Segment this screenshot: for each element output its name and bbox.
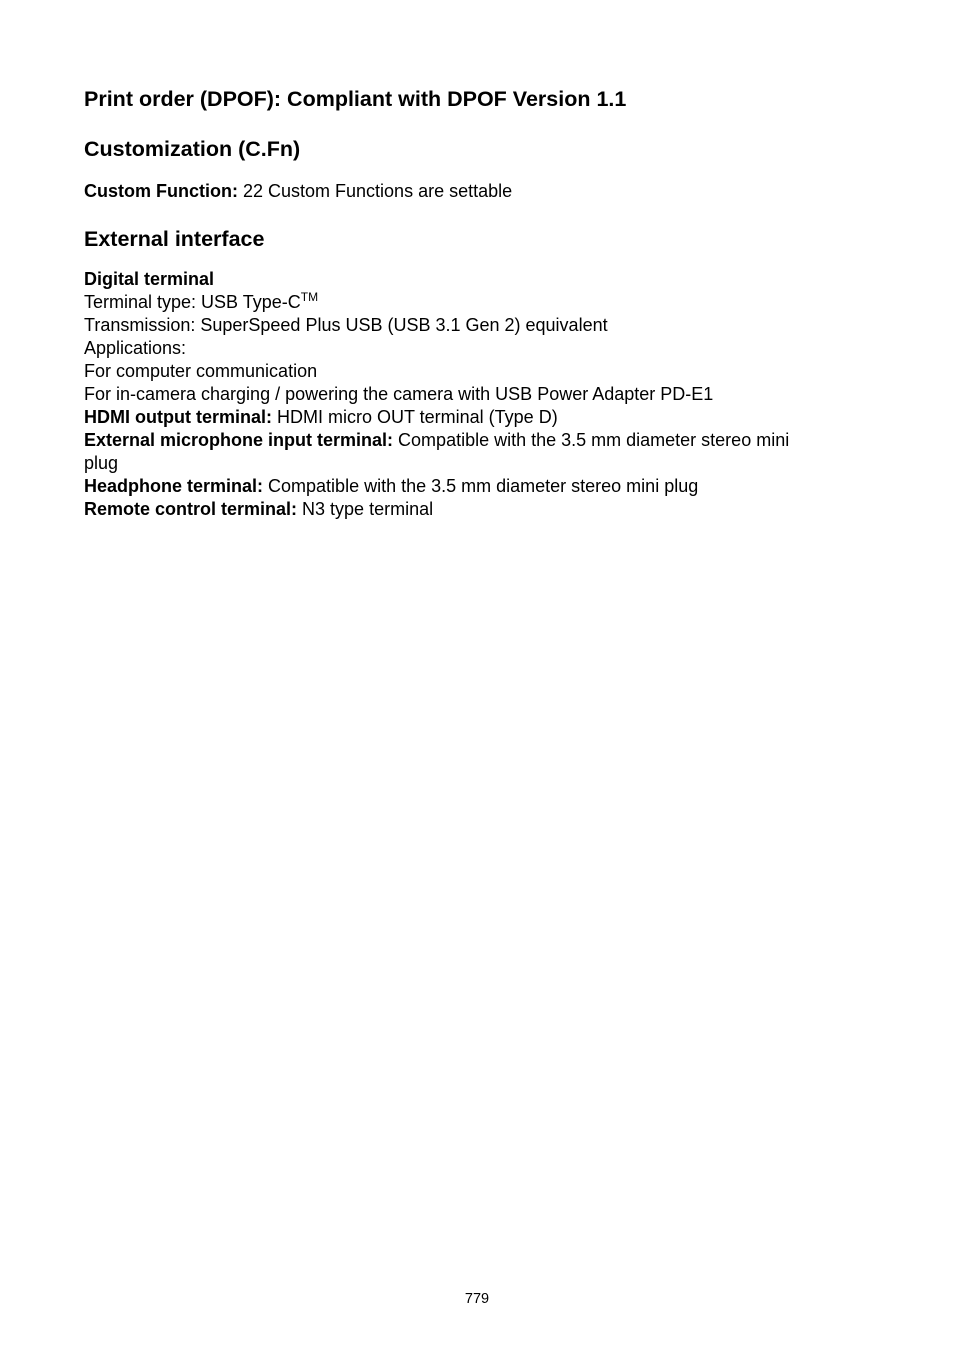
external-interface-list [84, 268, 874, 521]
heading-customization: Customization (C.Fn) [84, 137, 301, 161]
page-number: 779 [464, 1291, 490, 1307]
applications-label: Applications: [84, 338, 187, 358]
custom-function-label: Custom Function: [84, 181, 238, 201]
page-content [84, 84, 874, 521]
custom-function-value: 22 Custom Functions are settable [237, 181, 513, 201]
application-computer: For computer communication [84, 361, 318, 381]
custom-function-spec [84, 180, 874, 203]
external-microphone-terminal: External microphone input terminal: Compatible with the 3.5 mm diameter stereo mini [84, 430, 790, 450]
terminal-type: Terminal type: USB Type-C™ [84, 290, 319, 312]
headphone-terminal: Headphone terminal: Compatible with the 3.5 mm diameter stereo mini plug [84, 476, 699, 496]
heading-print-order: Print order (DPOF): Compliant with DPOF Version 1.1 [84, 87, 627, 111]
remote-control-terminal: Remote control terminal: N3 type terminal [84, 499, 434, 519]
application-charging: For in-camera charging / powering the camera with USB Power Adapter PD-E1 [84, 384, 714, 404]
hdmi-output-terminal: HDMI output terminal: HDMI micro OUT terminal (Type D) [84, 407, 558, 427]
external-microphone-terminal-cont: plug [84, 453, 119, 473]
transmission: Transmission: SuperSpeed Plus USB (USB 3.1 Gen 2) equivalent [84, 315, 608, 335]
heading-external-interface: External interface [84, 227, 265, 251]
digital-terminal-label: Digital terminal [84, 269, 215, 289]
trademark-superscript: TM [300, 290, 319, 304]
